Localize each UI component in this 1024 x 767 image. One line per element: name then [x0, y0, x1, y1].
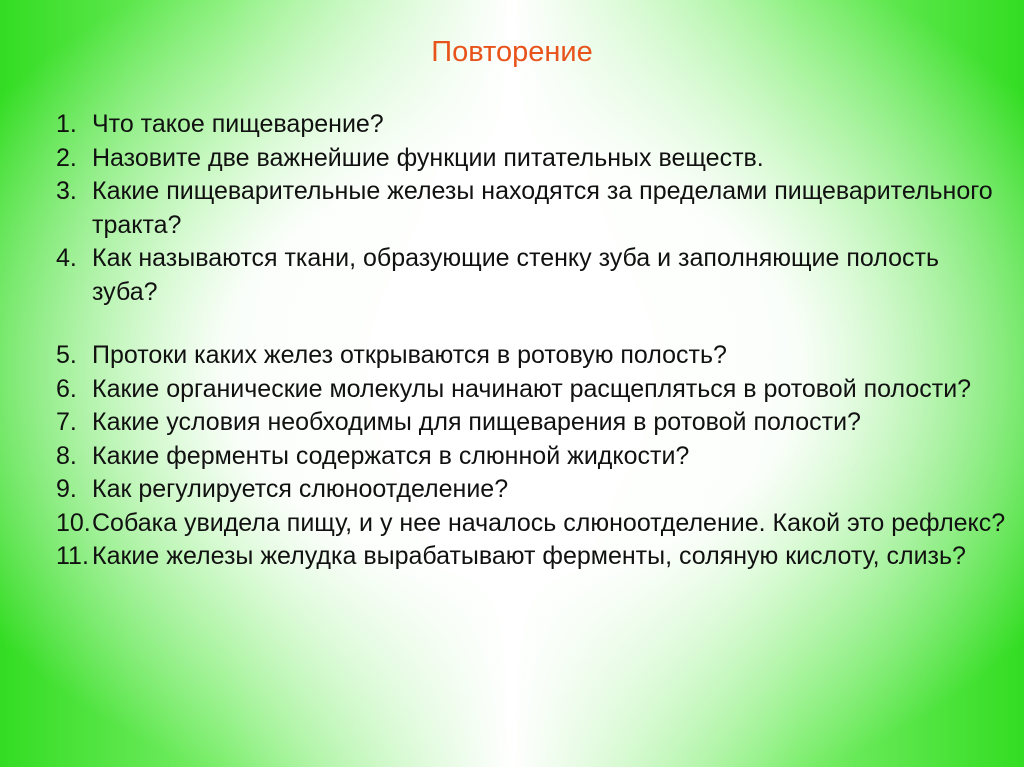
list-item: [56, 473, 1006, 507]
list-item: [56, 406, 1006, 440]
item-text: Собака увидела пищу, и у нее началось слюноотделение. Какой это рефлекс?: [92, 508, 1006, 537]
item-text: Какие железы желудка вырабатывают ферменты, соляную кислоту, слизь?: [92, 542, 966, 570]
list-item: [56, 373, 1006, 407]
item-text: Протоки каких желез открываются в ротовую полость?: [92, 341, 727, 369]
slide-title: Повторение: [431, 36, 593, 68]
item-number: 11.: [56, 542, 89, 570]
item-text: Назовите две важнейшие функции питательных веществ.: [92, 143, 764, 172]
item-number: 3.: [56, 177, 77, 205]
list-item: [56, 142, 1006, 176]
item-number: 7.: [56, 408, 77, 436]
item-number: 8.: [56, 441, 77, 470]
item-number: 1.: [56, 110, 77, 138]
list-item: [56, 242, 1006, 309]
item-text: Какие органические молекулы начинают расщепляться в ротовой полости?: [92, 374, 972, 403]
item-number: 9.: [56, 475, 77, 503]
item-number: 4.: [56, 244, 77, 272]
item-text: Какие условия необходимы для пищеварения в ротовой полости?: [92, 408, 861, 436]
item-text: Что такое пищеварение?: [92, 110, 384, 138]
item-text: Какие ферменты содержатся в слюнной жидкости?: [92, 441, 690, 470]
question-list: [56, 108, 1006, 574]
list-item: [56, 108, 1006, 142]
item-text: Какие пищеварительные железы находятся за пределами пищеварительного тракта?: [92, 177, 993, 239]
list-item: [56, 507, 1006, 541]
list-item: [56, 339, 1006, 373]
list-item: [56, 540, 1006, 574]
item-number: 2.: [56, 143, 77, 172]
list-item: [56, 175, 1006, 242]
item-text: Как регулируется слюноотделение?: [92, 475, 509, 503]
item-number: 10.: [56, 508, 91, 537]
item-number: 5.: [56, 341, 77, 369]
item-text: Как называются ткани, образующие стенку зуба и заполняющие полость зуба?: [92, 244, 940, 306]
item-number: 6.: [56, 374, 77, 403]
list-item: [56, 440, 1006, 474]
